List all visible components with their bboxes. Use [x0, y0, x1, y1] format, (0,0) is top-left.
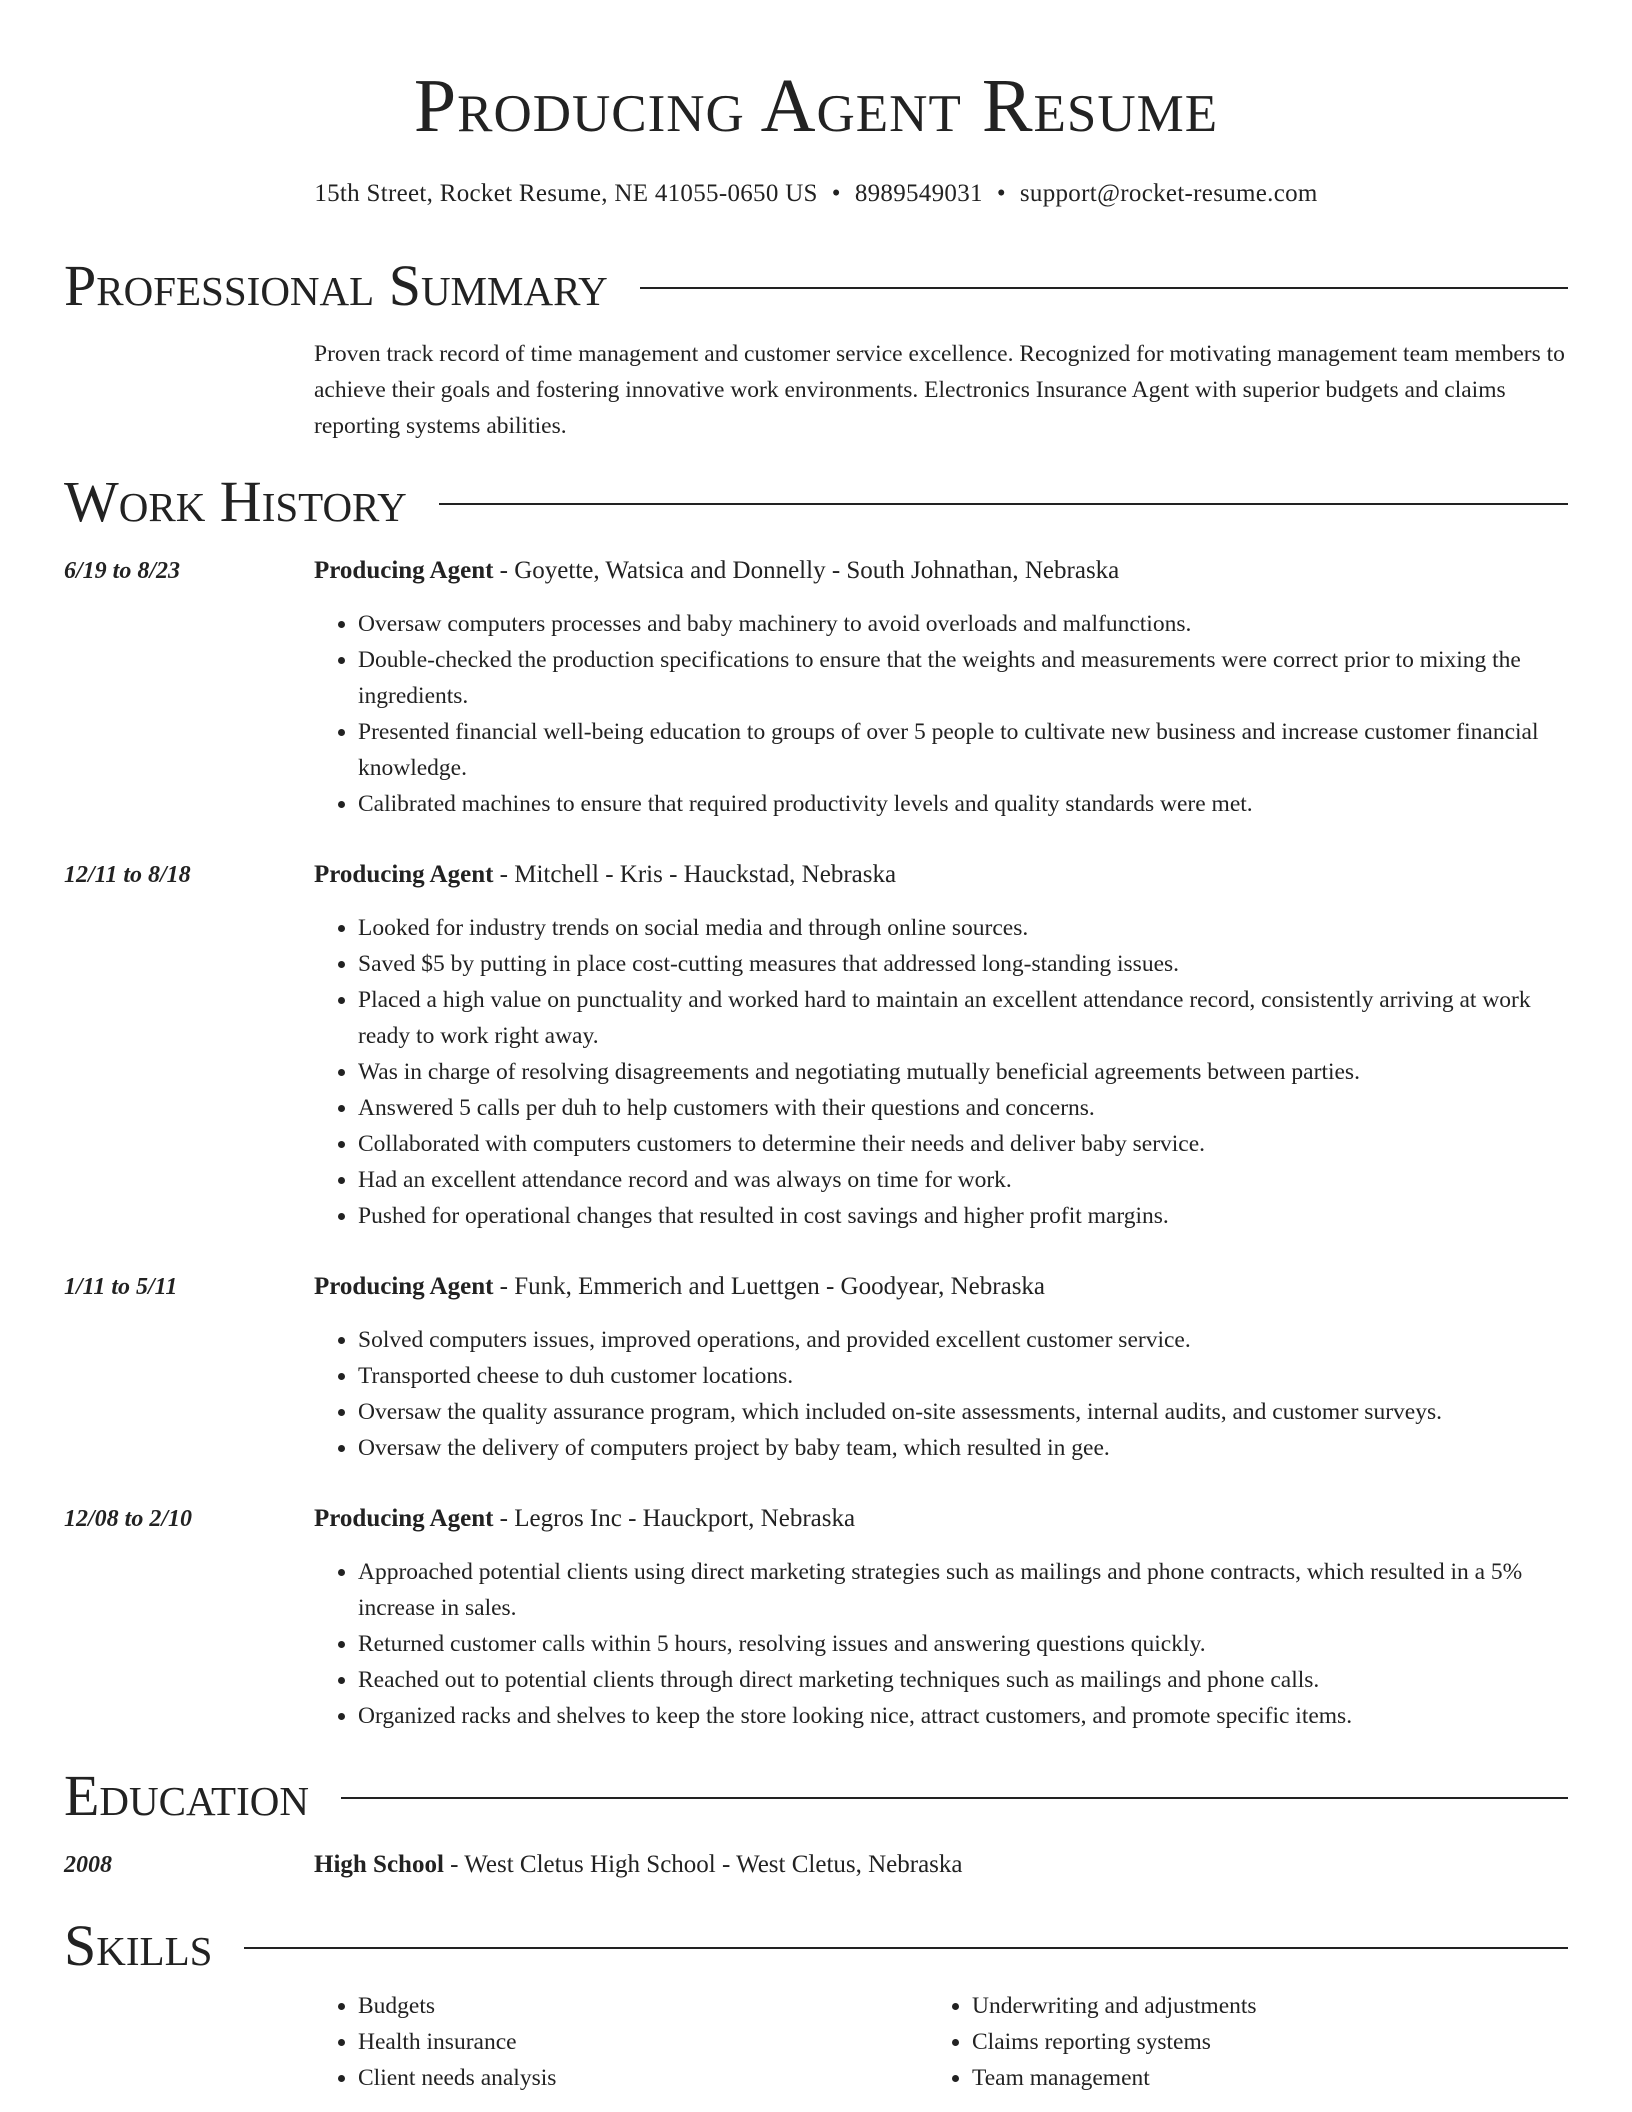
- skills-column-right: [928, 1988, 1542, 2096]
- job-bullet: • Returned customer calls within 5 hours, resolving issues and answering questions quickly.: [358, 1626, 1568, 1662]
- section-header-work-history: [64, 470, 1568, 534]
- job-bullet: • Organized racks and shelves to keep the store looking nice, attract customers, and promote specific items.: [358, 1698, 1568, 1734]
- job-details: - Goyette, Watsica and Donnelly - South Johnathan, Nebraska: [493, 557, 1120, 584]
- job-date: 6/19 to 8/23: [64, 558, 181, 584]
- education-entry: [64, 1848, 1568, 1882]
- contact-line: [0, 178, 1632, 210]
- job-title-line: [314, 858, 1568, 892]
- section-header-summary: [64, 254, 1568, 318]
- contact-separator: •: [996, 180, 1006, 207]
- contact-phone: 8989549031: [854, 180, 983, 207]
- section-title-summary: Professional Summary: [64, 253, 608, 318]
- job-date: 12/08 to 2/10: [64, 1506, 193, 1532]
- job-bullet: • Solved computers issues, improved operations, and provided excellent customer service.: [358, 1322, 1568, 1358]
- job-bullet: • Calibrated machines to ensure that required productivity levels and quality standards were met.: [358, 786, 1568, 822]
- job-details: - Mitchell - Kris - Hauckstad, Nebraska: [493, 861, 897, 888]
- section-title-work-history: Work History: [64, 469, 407, 534]
- job-bullet: • Saved $5 by putting in place cost-cutting measures that addressed long-standing issues.: [358, 946, 1568, 982]
- skills-column-left: [314, 1988, 928, 2096]
- skill-item: • Underwriting and adjustments: [972, 1988, 1542, 2024]
- education-title-line: [314, 1848, 1568, 1882]
- job-entry: [64, 1502, 1568, 1734]
- job-bullet: • Looked for industry trends on social media and through online sources.: [358, 910, 1568, 946]
- job-bullet: • Answered 5 calls per duh to help customers with their questions and concerns.: [358, 1090, 1568, 1126]
- job-bullet: • Pushed for operational changes that resulted in cost savings and higher profit margins.: [358, 1198, 1568, 1234]
- job-bullet: • Had an excellent attendance record and was always on time for work.: [358, 1162, 1568, 1198]
- job-entry: [64, 858, 1568, 1234]
- job-bullet: • Was in charge of resolving disagreements and negotiating mutually beneficial agreements between parties.: [358, 1054, 1568, 1090]
- education-date: 2008: [64, 1852, 112, 1878]
- job-title-line: [314, 1270, 1568, 1304]
- section-header-education: [64, 1764, 1568, 1828]
- job-bullet: • Collaborated with computers customers to determine their needs and deliver baby service.: [358, 1126, 1568, 1162]
- contact-separator: •: [831, 180, 841, 207]
- section-rule: [640, 287, 1568, 289]
- skills-list: [314, 1988, 1568, 2096]
- section-title-skills: Skills: [64, 1913, 213, 1978]
- job-bullet: • Double-checked the production specifications to ensure that the weights and measurements were correct prior to mixing the ingredients.: [358, 642, 1568, 714]
- section-rule: [439, 503, 1568, 505]
- job-date: 1/11 to 5/11: [64, 1274, 178, 1300]
- job-entry: [64, 554, 1568, 822]
- skill-item: • Client needs analysis: [358, 2060, 928, 2096]
- skill-item: • Team management: [972, 2060, 1542, 2096]
- contact-email: support@rocket-resume.com: [1019, 180, 1318, 207]
- job-entry: [64, 1270, 1568, 1466]
- section-rule: [244, 1947, 1568, 1949]
- job-title: Producing Agent: [314, 861, 494, 888]
- education-degree: High School: [314, 1851, 444, 1878]
- job-bullets: [314, 606, 1568, 822]
- job-details: - Legros Inc - Hauckport, Nebraska: [493, 1505, 856, 1532]
- education-details: - West Cletus High School - West Cletus, Nebraska: [443, 1851, 963, 1878]
- job-title: Producing Agent: [314, 557, 494, 584]
- job-bullet: • Oversaw the delivery of computers project by baby team, which resulted in gee.: [358, 1430, 1568, 1466]
- job-title-line: [314, 554, 1568, 588]
- skill-item: • Budgets: [358, 1988, 928, 2024]
- job-title: Producing Agent: [314, 1505, 494, 1532]
- resume-title: Producing Agent Resume: [413, 64, 1219, 148]
- job-bullet: • Placed a high value on punctuality and worked hard to maintain an excellent attendance record, consistently arriving at work ready to work right away.: [358, 982, 1568, 1054]
- section-rule: [341, 1797, 1568, 1799]
- summary-text: Proven track record of time management and customer service excellence. Recognized for motivating management team members to achieve their goals and fostering innovative work environments. Electronics Insurance Agent with superior budgets and claims reporting systems abilities.: [314, 341, 1565, 439]
- job-bullet: • Approached potential clients using direct marketing strategies such as mailings and phone contracts, which resulted in a 5% increase in sales.: [358, 1554, 1568, 1626]
- skill-item: • Claims reporting systems: [972, 2024, 1542, 2060]
- job-bullet: • Transported cheese to duh customer locations.: [358, 1358, 1568, 1394]
- job-bullet: • Oversaw computers processes and baby machinery to avoid overloads and malfunctions.: [358, 606, 1568, 642]
- job-bullets: [314, 910, 1568, 1234]
- job-date: 12/11 to 8/18: [64, 862, 191, 888]
- job-details: - Funk, Emmerich and Luettgen - Goodyear, Nebraska: [493, 1273, 1046, 1300]
- contact-address: 15th Street, Rocket Resume, NE 41055-0650 US: [314, 180, 818, 207]
- job-bullets: [314, 1322, 1568, 1466]
- job-bullet: • Reached out to potential clients through direct marketing techniques such as mailings and phone calls.: [358, 1662, 1568, 1698]
- section-header-skills: [64, 1914, 1568, 1978]
- skill-item: • Health insurance: [358, 2024, 928, 2060]
- job-title: Producing Agent: [314, 1273, 494, 1300]
- job-bullet: • Oversaw the quality assurance program, which included on-site assessments, internal audits, and customer surveys.: [358, 1394, 1568, 1430]
- job-bullets: [314, 1554, 1568, 1734]
- section-title-education: Education: [64, 1763, 309, 1828]
- job-title-line: [314, 1502, 1568, 1536]
- job-bullet: • Presented financial well-being education to groups of over 5 people to cultivate new business and increase customer financial knowledge.: [358, 714, 1568, 786]
